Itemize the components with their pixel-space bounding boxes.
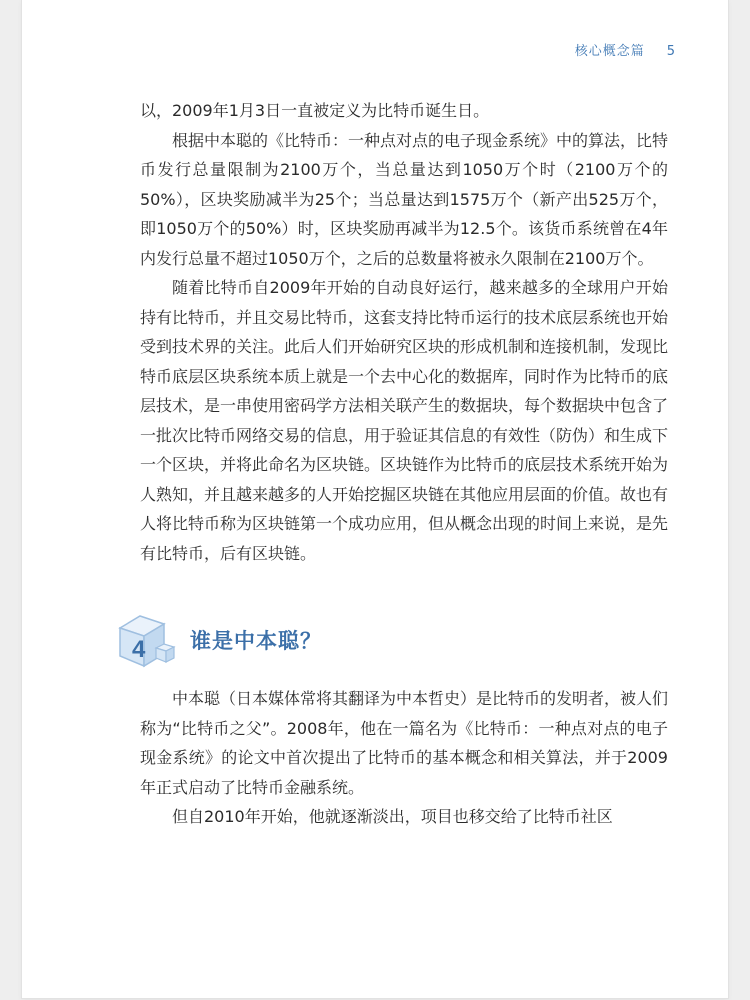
running-header-section: 核心概念篇 bbox=[574, 44, 645, 59]
body-text bbox=[132, 96, 669, 832]
paragraph-satoshi-intro: 中本聪（日本媒体常将其翻译为中本哲史）是比特币的发明者，被人们称为“比特币之父”。2008年，他在一篇名为《比特币：一种点对点的电子现金系统》的论文中首次提出了比特币的基本概念和相关算法，并于2009年正式启动了比特币金融系统。 bbox=[140, 689, 669, 797]
section-heading bbox=[114, 604, 668, 680]
paragraph-bitcoin-supply: 根据中本聪的《比特币：一种点对点的电子现金系统》中的算法，比特币发行总量限制为2100万个，当总量达到1050万个时（2100万个的50%），区块奖励减半为25个；当总量达到1575万个（新产出525万个，即1050万个的50%）时，区块奖励再减半为12.5个。该货币系统曾在4年内发行总量不超过1050万个，之后的总数量将被永久限制在2100万个。 bbox=[140, 130, 669, 268]
paragraph-blockchain-origin: 随着比特币自2009年开始的自动良好运行，越来越多的全球用户开始持有比特币，并且交易比特币，这套支持比特币运行的技术底层系统也开始受到技术界的关注。此后人们开始研究区块的形成机制和连接机制，发现比特币底层区块系统本质上就是一个去中心化的数据库，同时作为比特币的底层技术，是一串使用密码学方法相关联产生的数据块，每个数据块中包含了一批次比特币网络交易的信息，用于验证其信息的有效性（防伪）和生成下一个区块，并将此命名为区块链。区块链作为比特币的底层技术系统开始为人熟知，并且越来越多的人开始挖掘区块链在其他应用层面的价值。故也有人将比特币称为区块链第一个成功应用，但从概念出现的时间上来说，是先有比特币，后有区块链。 bbox=[140, 278, 669, 563]
section-title: 谁是中本聪？ bbox=[190, 629, 322, 654]
running-header bbox=[575, 40, 676, 59]
cube-number-icon bbox=[114, 610, 182, 674]
paragraph-continuation: 以，2009年1月3日一直被定义为比特币诞生日。 bbox=[140, 101, 490, 120]
section-number: 4 bbox=[132, 636, 146, 663]
book-page bbox=[22, 0, 728, 998]
paragraph-satoshi-fade: 但自2010年开始，他就逐渐淡出，项目也移交给了比特币社区 bbox=[172, 807, 613, 826]
page-number: 5 bbox=[666, 44, 676, 59]
